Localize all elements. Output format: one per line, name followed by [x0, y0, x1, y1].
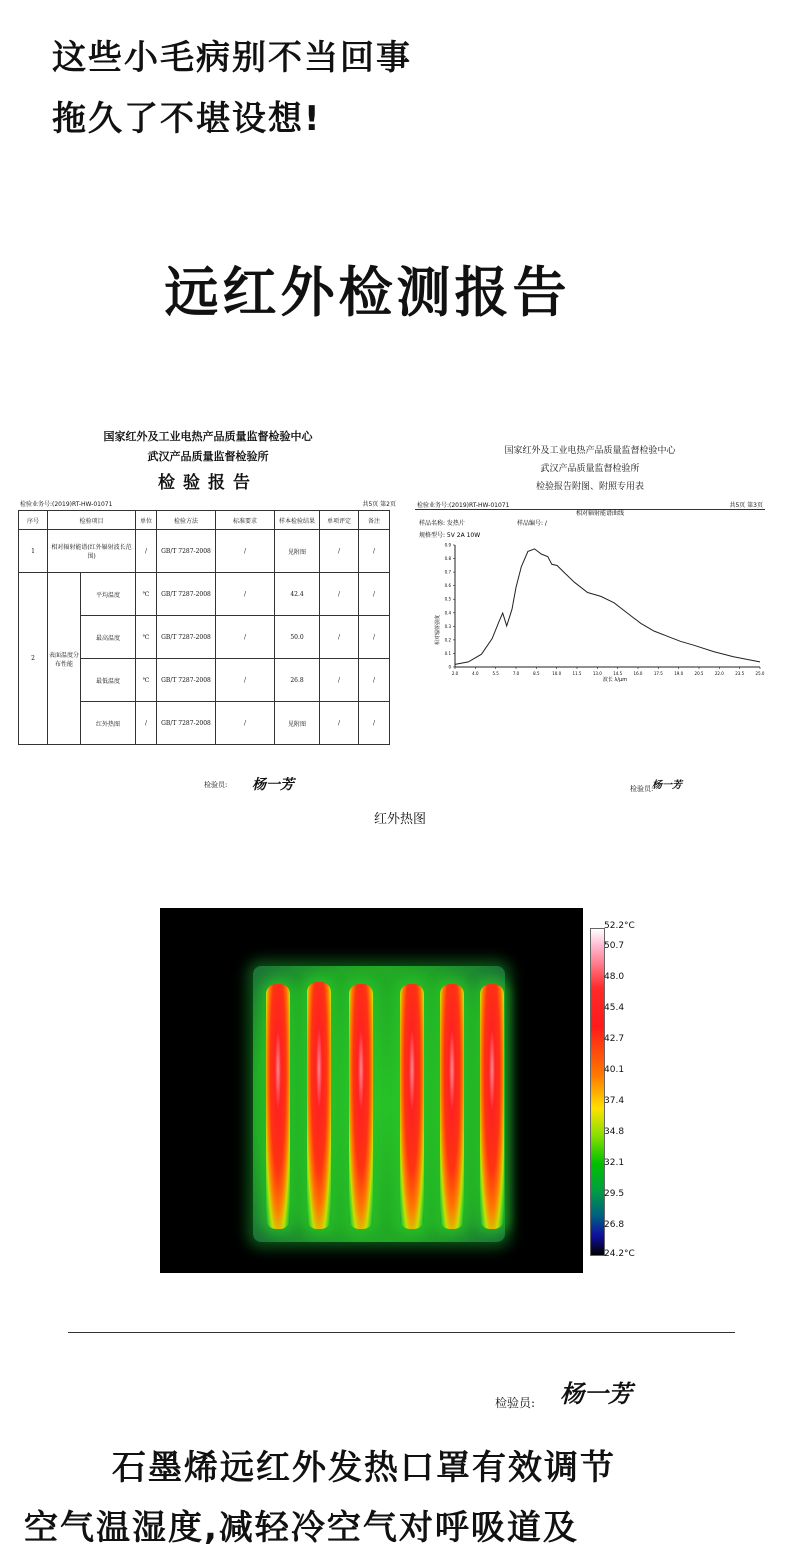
table-cell: 最低温度: [81, 659, 136, 702]
scale-tick: 34.8: [604, 1127, 625, 1137]
table-cell: /: [320, 659, 359, 702]
scale-tick: 37.4: [604, 1096, 625, 1106]
y-tick-label: 0.3: [444, 623, 451, 629]
table-cell: /: [216, 616, 275, 659]
chart-ticks: [445, 543, 765, 677]
chart-axes: [455, 545, 760, 667]
x-tick-label: 22.0: [714, 671, 724, 676]
x-tick-label: 5.5: [492, 671, 499, 676]
table-cell: 见附图: [275, 702, 320, 745]
x-tick-label: 23.5: [735, 671, 745, 676]
footer-line-2: 空气温湿度,减轻冷空气对呼吸道及: [24, 1508, 579, 1548]
heating-strip: [307, 982, 331, 1229]
table-cell: 平均温度: [81, 573, 136, 616]
heating-strip: [266, 984, 290, 1229]
table-header-cell: 单项评定: [320, 511, 359, 530]
y-tick-label: 0.8: [444, 556, 451, 562]
x-tick-label: 8.5: [533, 671, 540, 676]
x-tick-label: 25.0: [755, 671, 765, 676]
inspector-signature-right: 杨一芳: [652, 780, 682, 791]
table-cell: /: [136, 702, 157, 745]
table-header-cell: 样本检验结果: [275, 511, 320, 530]
table-header-cell: 备注: [359, 511, 390, 530]
table-cell: 相对辐射能谱(红外辐射波长范围): [48, 530, 136, 573]
spectrum-line: [455, 549, 760, 665]
table-header-cell: 检验方法: [157, 511, 216, 530]
spectrum-chart: [415, 505, 770, 700]
report2-doc-title: 检验报告附图、附照专用表: [535, 482, 644, 492]
report-meta: [18, 499, 398, 508]
y-tick-label: 0: [448, 664, 451, 670]
chart-ylabel: 相对辐射强度: [435, 614, 441, 645]
scale-tick: 52.2°C: [604, 921, 635, 931]
divider: [68, 1332, 735, 1333]
table-row: [19, 573, 390, 616]
table-cell: GB/T 7287-2008: [157, 659, 216, 702]
x-tick-label: 13.0: [592, 671, 602, 676]
table-cell: 26.8: [275, 659, 320, 702]
chart-xlabel: 波长 λ/μm: [602, 677, 628, 683]
y-tick-label: 0.5: [444, 596, 451, 602]
thermal-image: [160, 908, 583, 1273]
table-cell: ℃: [136, 659, 157, 702]
bottom-inspector-label: 检验员:: [495, 1396, 536, 1410]
scale-tick: 24.2°C: [604, 1249, 635, 1259]
report2-page-number: 共5页 第3页: [729, 502, 763, 509]
table-cell: /: [320, 573, 359, 616]
report2-number: 检验业务号:(2019)RT-HW-01071: [417, 502, 510, 509]
heating-strip: [400, 984, 424, 1229]
scale-tick: 50.7: [604, 941, 625, 951]
scale-tick: 32.1: [604, 1158, 625, 1168]
table-cell: GB/T 7287-2008: [157, 573, 216, 616]
x-tick-label: 16.0: [633, 671, 643, 676]
table-cell: /: [359, 702, 390, 745]
table-header-cell: 标准要求: [216, 511, 275, 530]
table-cell: /: [216, 702, 275, 745]
x-tick-label: 4.0: [472, 671, 479, 676]
header-line-1: 这些小毛病别不当回事: [52, 38, 412, 78]
y-tick-label: 0.7: [444, 569, 451, 575]
inspection-report-page: [18, 428, 398, 745]
chart-title: 相对辐射能谱曲线: [575, 510, 625, 517]
x-tick-label: 19.0: [674, 671, 684, 676]
table-cell: /: [216, 573, 275, 616]
table-cell: /: [359, 659, 390, 702]
y-tick-label: 0.6: [444, 583, 451, 589]
temperature-scale-bar: [590, 928, 605, 1256]
report2-center-name: 国家红外及工业电热产品质量监督检验中心: [504, 446, 676, 456]
scale-tick: 29.5: [604, 1189, 625, 1199]
inspector-label-right: 检验员:: [630, 785, 654, 793]
scale-tick: 26.8: [604, 1220, 625, 1230]
y-tick-label: 0.4: [444, 610, 451, 616]
table-cell: /: [320, 616, 359, 659]
table-cell: /: [359, 616, 390, 659]
header-line-2: 拖久了不堪设想!: [52, 99, 322, 139]
scale-tick: 45.4: [604, 1003, 625, 1013]
scale-tick: 42.7: [604, 1034, 625, 1044]
table-cell: 1: [19, 530, 48, 573]
inspector-signature-left: 杨一芳: [252, 777, 294, 793]
table-cell: /: [359, 530, 390, 573]
bottom-inspector-signature: 杨一芳: [560, 1379, 632, 1408]
table-cell: GB/T 7287-2008: [157, 530, 216, 573]
table-cell: GB/T 7287-2008: [157, 702, 216, 745]
main-title: 远红外检测报告: [164, 261, 571, 324]
table-cell: /: [216, 530, 275, 573]
table-cell: /: [359, 573, 390, 616]
table-cell: GB/T 7287-2008: [157, 616, 216, 659]
table-cell: /: [216, 659, 275, 702]
y-tick-label: 0.9: [444, 542, 451, 548]
x-tick-label: 14.5: [613, 671, 623, 676]
table-cell: /: [320, 702, 359, 745]
x-tick-label: 11.5: [572, 671, 582, 676]
table-cell: 2: [19, 573, 48, 745]
y-tick-label: 0.2: [444, 637, 451, 643]
table-header-cell: 序号: [19, 511, 48, 530]
table-header-row: [19, 511, 390, 530]
inspector-label-left: 检验员:: [204, 781, 228, 789]
sample-spec: 规格型号: 5V 2A 10W: [419, 532, 481, 539]
footer-line-1: 石墨烯远红外发热口罩有效调节: [112, 1448, 616, 1488]
table-cell: 表面温度分布性能: [48, 573, 81, 745]
table-cell: 最高温度: [81, 616, 136, 659]
heating-strip: [349, 984, 373, 1229]
sample-name: 样品名称: 发热片: [419, 520, 465, 527]
heating-strip: [440, 984, 464, 1229]
report-number: 检验业务号:(2019)RT-HW-01071: [20, 501, 113, 508]
table-header-cell: 检验项目: [48, 511, 136, 530]
table-cell: 42.4: [275, 573, 320, 616]
x-tick-label: 10.0: [552, 671, 562, 676]
table-cell: /: [320, 530, 359, 573]
table-cell: 红外热图: [81, 702, 136, 745]
report-center-name: 国家红外及工业电热产品质量监督检验中心: [103, 430, 313, 443]
report-doc-title: 检验报告: [158, 473, 258, 493]
table-cell: ℃: [136, 616, 157, 659]
sample-number: 样品编号: /: [517, 520, 547, 527]
table-cell: ℃: [136, 573, 157, 616]
thermal-caption: 红外热图: [373, 812, 426, 827]
report2-institute: 武汉产品质量监督检验所: [540, 464, 640, 474]
x-tick-label: 7.0: [512, 671, 520, 676]
table-cell: 50.0: [275, 616, 320, 659]
y-tick-label: 0.1: [444, 650, 451, 656]
table-cell: /: [136, 530, 157, 573]
heating-strip: [480, 984, 504, 1229]
x-tick-label: 20.5: [694, 671, 704, 676]
table-row: [19, 530, 390, 573]
scale-tick: 40.1: [604, 1065, 625, 1075]
table-header-cell: 单位: [136, 511, 157, 530]
x-tick-label: 17.5: [653, 671, 663, 676]
x-tick-label: 2.0: [451, 671, 459, 676]
scale-tick: 48.0: [604, 972, 625, 982]
report-institute: 武汉产品质量监督检验所: [147, 450, 269, 463]
report-table: [18, 510, 390, 745]
table-cell: 见附图: [275, 530, 320, 573]
report-attachment-page: [415, 443, 765, 510]
report-page-number: 共5页 第2页: [362, 501, 396, 508]
thermal-pad: [253, 966, 505, 1242]
